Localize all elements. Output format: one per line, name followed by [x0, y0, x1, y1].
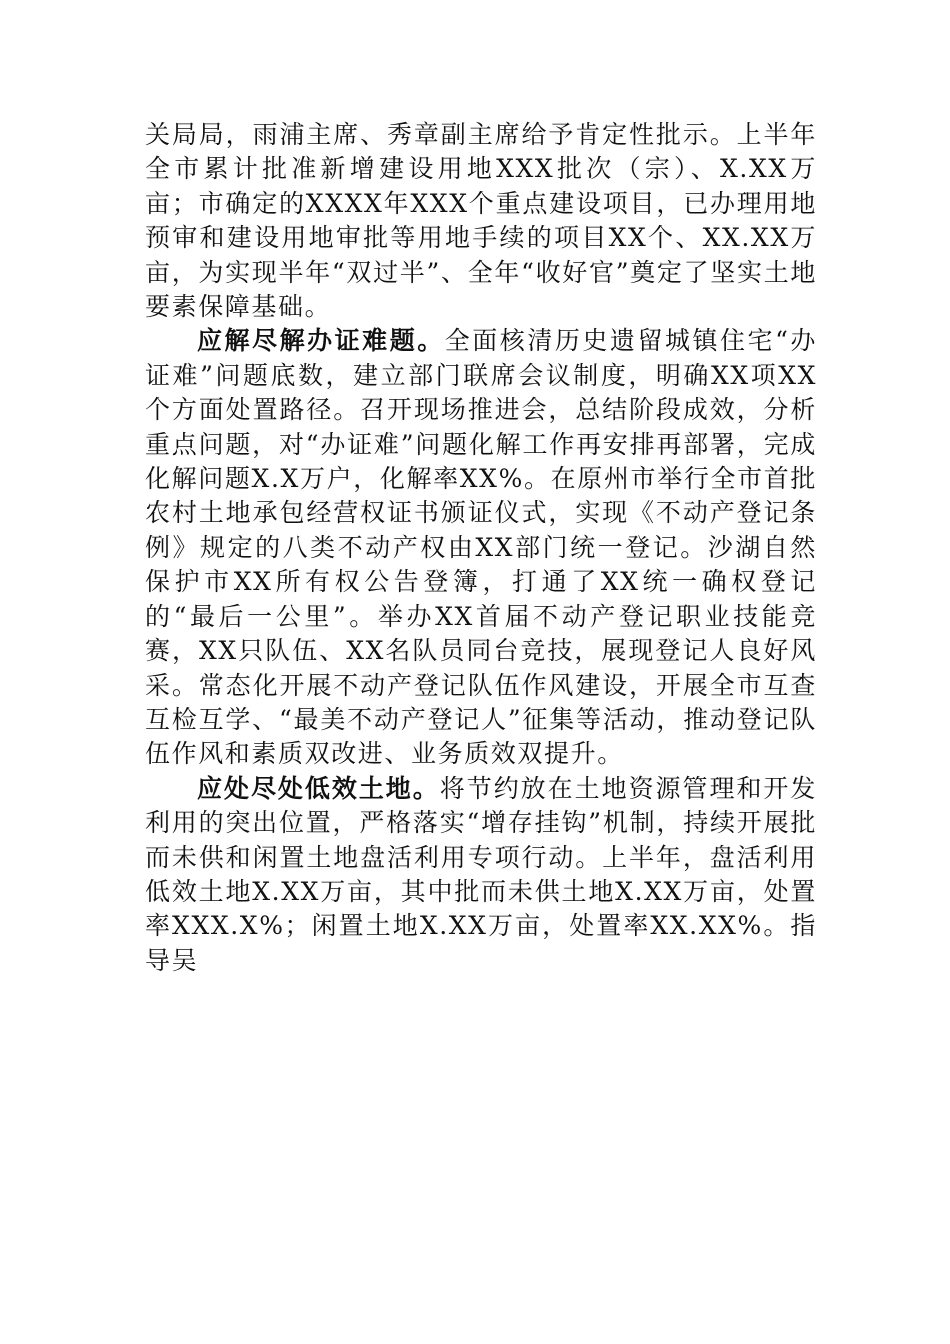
paragraph-inefficient-land	[145, 772, 817, 978]
paragraph-text: 全面核清历史遗留城镇住宅“办证难”问题底数，建立部门联席会议制度，明确XX项XX个方面处置路径。召开现场推进会，总结阶段成效，分析重点问题，对“办证难”问题化解工作再安排再部署，完成化解问题X.X万户，化解率XX%。在原州市举行全市首批农村土地承包经营权证书颁证仪式，实现《不动产登记条例》规定的八类不动产权由XX部门统一登记。沙湖自然保护市XX所有权公告登簿，打通了XX统一确权登记的“最后一公里”。举办XX首届不动产登记职业技能竞赛，XX只队伍、XX名队员同台竞技，展现登记人良好风采。常态化开展不动产登记队伍作风建设，开展全市互查互检互学、“最美不动产登记人”征集等活动，推动登记队伍作风和素质双改进、业务质效双提升。	[145, 326, 817, 769]
document-body	[145, 118, 817, 978]
paragraph-heading: 应处尽处低效土地。	[197, 773, 440, 803]
paragraph-land-approval	[145, 118, 817, 324]
paragraph-text: 将节约放在土地资源管理和开发利用的突出位置，严格落实“增存挂钩”机制，持续开展批而未供和闲置土地盘活利用专项行动。上半年，盘活利用低效土地X.XX万亩，其中批而未供土地X.XX万亩，处置率XXX.X%；闲置土地X.XX万亩，处置率XX.XX%。指导吴	[145, 773, 818, 975]
paragraph-certificate-issues	[145, 324, 817, 771]
paragraph-text: 关局局，雨浦主席、秀章副主席给予肯定性批示。上半年全市累计批准新增建设用地XXX批次（宗）、X.XX万亩；市确定的XXXX年XXX个重点建设项目，已办理用地预审和建设用地审批等用地手续的项目XX个、XX.XX万亩，为实现半年“双过半”、全年“收好官”奠定了坚实土地要素保障基础。	[145, 120, 817, 322]
paragraph-heading: 应解尽解办证难题。	[197, 326, 445, 356]
